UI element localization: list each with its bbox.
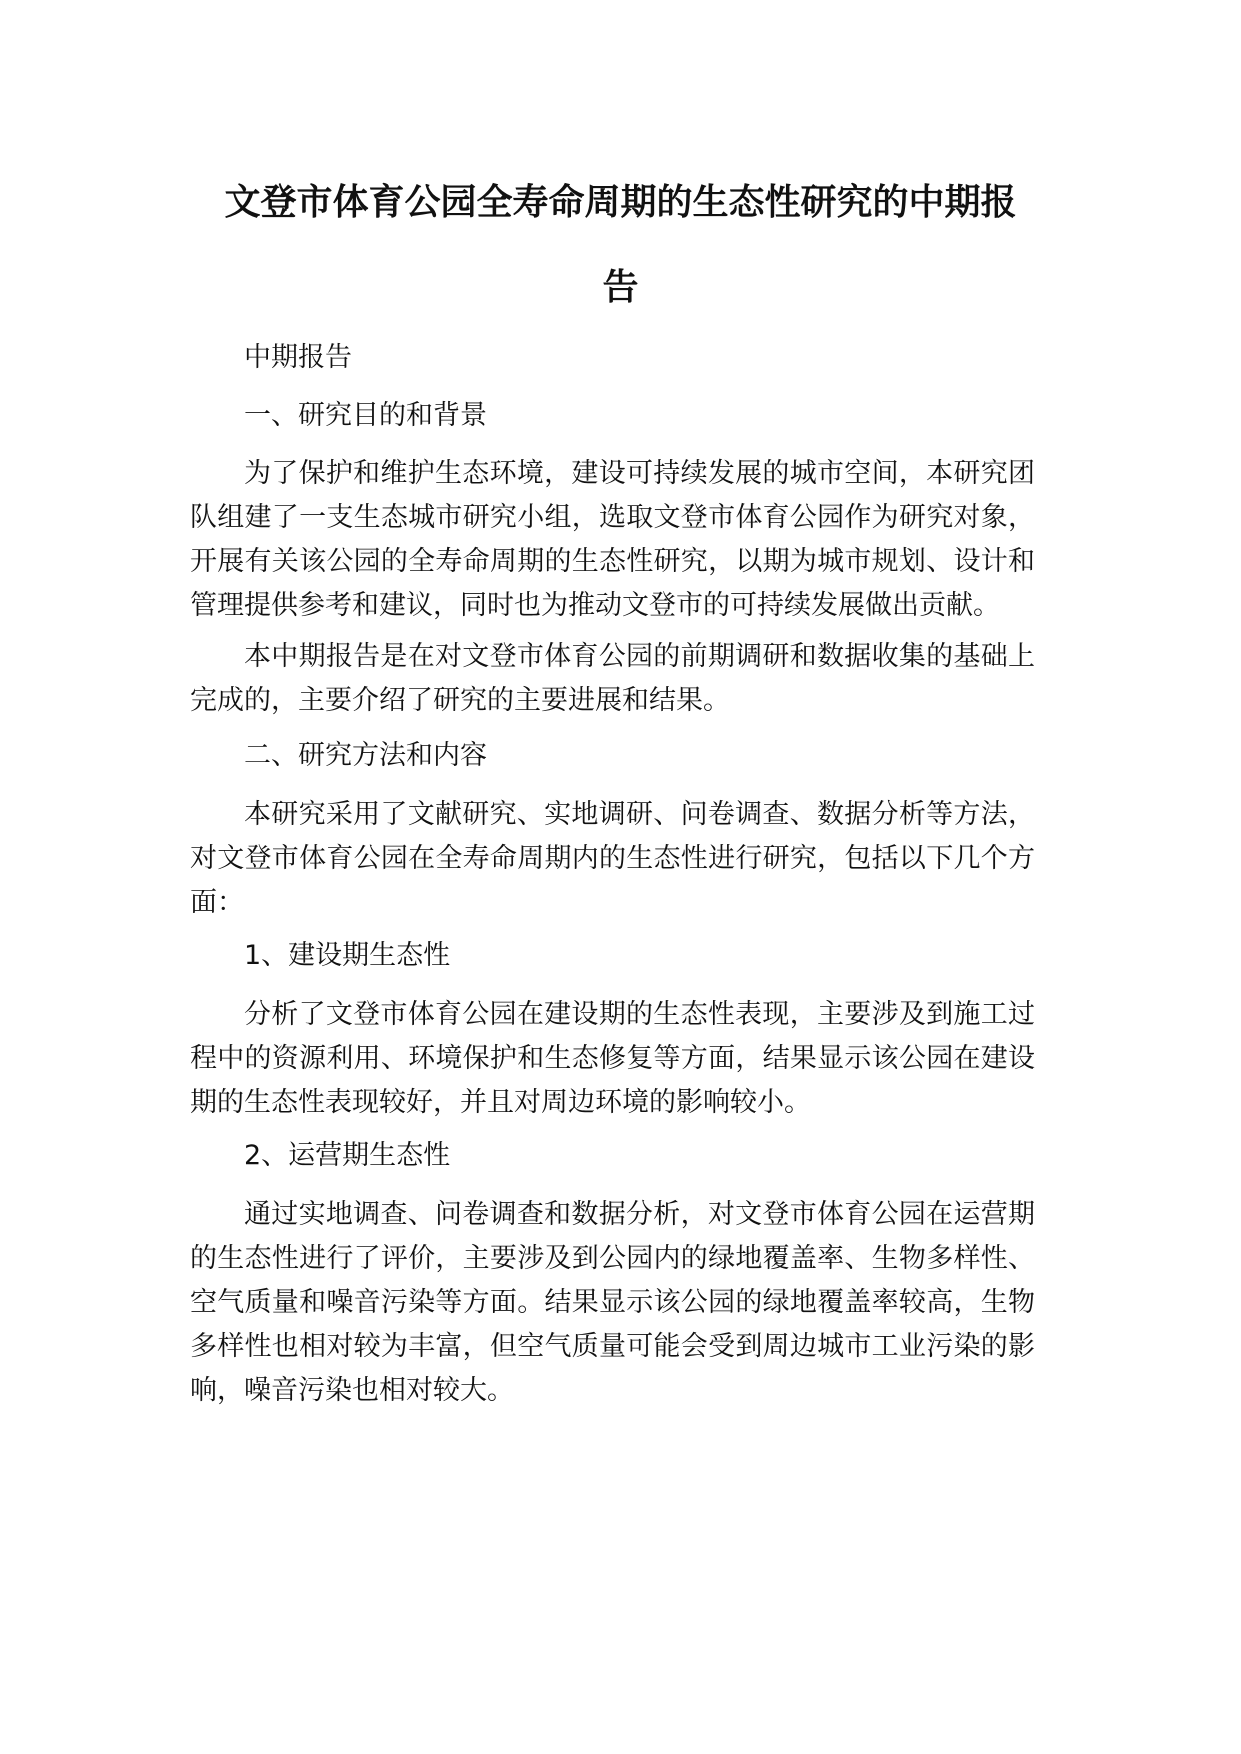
report-label: 中期报告 [244,342,352,373]
section-heading-1: 一、研究目的和背景 [244,400,487,431]
document-title-line-1: 文登市体育公园全寿命周期的生态性研究的中期报 [224,182,1017,223]
subheading-operation: 2、运营期生态性 [244,1140,451,1171]
document-title-line-2: 告 [602,267,639,308]
paragraph-operation: 通过实地调查、问卷调查和数据分析，对文登市体育公园在运营期的生态性进行了评价，主要涉及到公园内的绿地覆盖率、生物多样性、空气质量和噪音污染等方面。结果显示该公园的绿地覆盖率较高，生物多样性也相对较为丰富，但空气质量可能会受到周边城市工业污染的影响，噪音污染也相对较大。 [190,1199,1035,1406]
subheading-construction: 1、建设期生态性 [244,940,451,971]
paragraph-report-intro: 本中期报告是在对文登市体育公园的前期调研和数据收集的基础上完成的，主要介绍了研究的主要进展和结果。 [190,641,1035,716]
section-heading-2: 二、研究方法和内容 [244,740,487,771]
paragraph-construction: 分析了文登市体育公园在建设期的生态性表现，主要涉及到施工过程中的资源利用、环境保护和生态修复等方面，结果显示该公园在建设期的生态性表现较好，并且对周边环境的影响较小。 [190,999,1035,1118]
paragraph-background: 为了保护和维护生态环境，建设可持续发展的城市空间，本研究团队组建了一支生态城市研究小组，选取文登市体育公园作为研究对象，开展有关该公园的全寿命周期的生态性研究，以期为城市规划、设计和管理提供参考和建议，同时也为推动文登市的可持续发展做出贡献。 [190,458,1035,621]
paragraph-methods: 本研究采用了文献研究、实地调研、问卷调查、数据分析等方法，对文登市体育公园在全寿命周期内的生态性进行研究，包括以下几个方面： [190,799,1035,918]
